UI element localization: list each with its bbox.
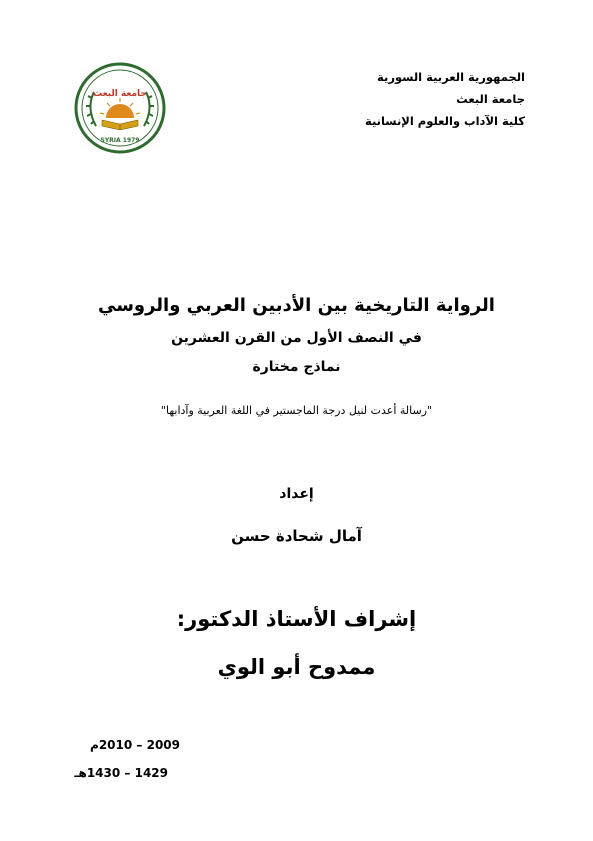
author-name: آمال شحادة حسن [231,527,362,545]
country-name: الجمهورية العربية السورية [377,70,525,84]
supervisor-name: ممدوح أبو الوي [217,655,376,679]
university-seal-icon [74,62,166,154]
supervisor-label: إشراف الأستاذ الدكتور: [176,607,417,631]
institution-header [325,66,525,132]
faculty-name: كلية الآداب والعلوم الإنسانية [364,114,525,128]
thesis-subtitle-selected-models: نماذج مختارة [252,359,341,375]
seal-text-bottom: SYRIA 1979 [100,137,140,144]
thesis-subtitle: في النصف الأول من القرن العشرين [171,330,422,346]
hijri-date: 1429 – 1430هـ [74,766,168,780]
gregorian-date: 2009 – 2010م [90,738,180,752]
prepared-by-label: إعداد [279,486,314,502]
thesis-degree-note: "رسالة أعدت لنيل درجة الماجستير في اللغة العربية وآدابها" [160,404,433,417]
thesis-title: الرواية التاريخية بين الأدبين العربي والروسي [98,295,495,316]
university-name: جامعة البعث [456,92,525,106]
seal-text-top: جامعة البعث [93,89,147,99]
